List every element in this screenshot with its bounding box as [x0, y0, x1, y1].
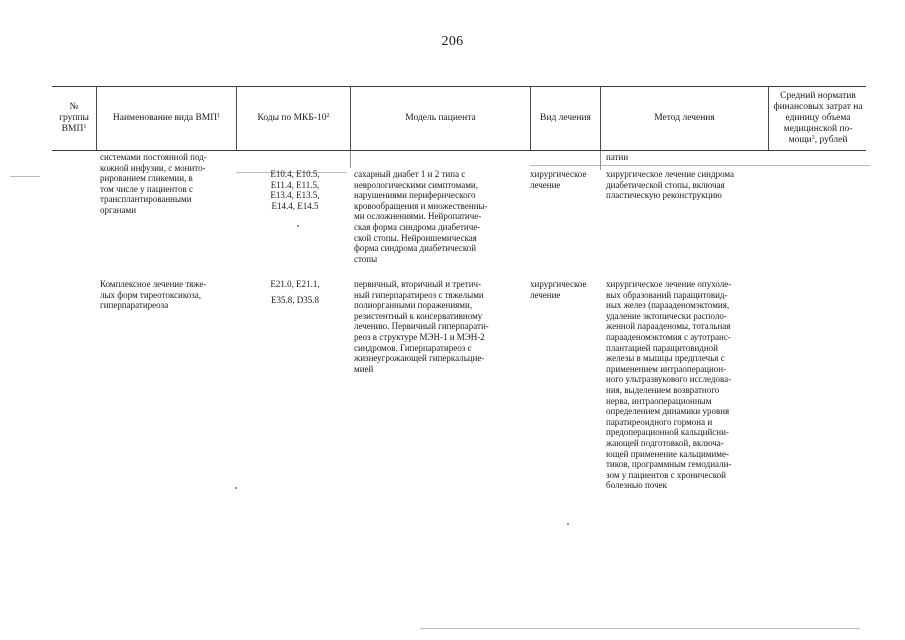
header-treatment-type: Вид лечения — [540, 112, 591, 123]
page-number: 206 — [441, 34, 464, 49]
row2-treatment-method: хирургическое лечение опухоле- вых образований паращитовид- ных желез (парааденомэктомия, удаление эктопически располо- женной парааденомы, тотальная парааденомэктомия с аутотранс- плантацией паращитовидной железы в мышцы предплечья с применением интраоперацион- ного ультразвукового исследова- ния, выделением возвратного нерва, интраоперационным определением динамики уровня паратиреоидного гормона и предоперационной кальцийсни- жающей подготовкой, включа- ющей применение кальцимиме- тиков, программным гемодиали- зом у пациентов с хронической болезнью почек — [606, 279, 732, 491]
header-patient-model: Модель пациента — [405, 112, 476, 123]
header-financial-norm-text — [770, 91, 866, 146]
row1-treatment-method: хирургическое лечение синдрома диабетической стопы, включая пластическую реконструкцию — [606, 169, 735, 201]
row1-treatment-type: хирургическое лечение — [530, 169, 587, 190]
scan-line-row1-b — [530, 165, 870, 166]
scan-line-left — [10, 176, 40, 177]
header-group-number — [52, 86, 96, 150]
header-group-number-abbr — [62, 124, 87, 135]
header-financial-norm-label: Средний норматив финансовых затрат на единицу объема медицинской по-мощи — [773, 90, 863, 145]
row2-vmp-name: Комплексное лечение тяже- лых форм тиреотоксикоза, гиперпаратиреоза — [100, 279, 207, 311]
scan-speck — [297, 225, 299, 227]
row2-icd-codes-line1: E21.0, E21.1, — [270, 279, 320, 289]
header-financial-norm-footnote: 3 — [811, 134, 815, 141]
scan-speck — [235, 487, 237, 489]
body-divider-3 — [350, 150, 351, 168]
scan-speck — [567, 523, 569, 525]
header-icd-codes — [237, 86, 350, 150]
header-bottom-rule — [52, 150, 866, 151]
header-vmp-name — [97, 86, 236, 150]
row1-vmp-name: системами постоянной под- кожной инфузии, с монито- рированием гликемии, в том числе у пациентов с трансплантированными органами — [100, 152, 207, 215]
row1-patient-model: сахарный диабет 1 и 2 типа с неврологическими симптомами, нарушениями периферического кровообращения и множественны- ми осложнениями. Нейропатиче- ская форма синдрома диабетиче- ской стопы. Нейроишемическая форма синдрома диабетической стопы — [354, 169, 488, 264]
header-icd-codes-text — [257, 113, 329, 124]
header-financial-norm — [770, 86, 866, 150]
header-group-number-word: группы — [59, 112, 89, 123]
scan-line-bottom — [420, 628, 860, 629]
body-divider-5 — [600, 150, 601, 170]
row2-icd-codes-line2: E35.8, D35.8 — [271, 295, 319, 305]
header-vmp-name-footnote: 1 — [217, 112, 221, 119]
header-icd-codes-label: Коды по МКБ-10 — [257, 112, 327, 123]
header-treatment-method: Метод лечения — [654, 112, 715, 123]
row2-patient-model: первичный, вторичный и третич- ный гиперпаратиреоз с тяжелыми полиорганными поражениями, резистентный к консервативному лечению. Первичный гиперпарати- реоз в структуре МЭН-1 и МЭН-2 синдромов. Гиперпаратиреоз с жизнеугрожающей гиперкальцие- мией — [354, 279, 489, 374]
header-group-number-symbol: № — [69, 101, 79, 112]
header-icd-codes-footnote: 2 — [326, 112, 330, 119]
header-group-number-footnote: 1 — [83, 123, 87, 130]
row1-icd-codes: E10.4, E10.5, E11.4, E11.5, E13.4, E13.5, E14.4, E14.5 — [270, 169, 320, 211]
header-group-number-abbr-text: ВМП — [61, 123, 84, 134]
row2-treatment-type: хирургическое лечение — [530, 279, 587, 300]
header-vmp-name-label: Наименование вида ВМП — [112, 112, 218, 123]
header-divider-6 — [768, 86, 769, 150]
header-financial-norm-unit: , рублей — [814, 134, 848, 145]
method-continuation: патии — [606, 152, 629, 162]
header-vmp-name-text — [113, 113, 220, 124]
